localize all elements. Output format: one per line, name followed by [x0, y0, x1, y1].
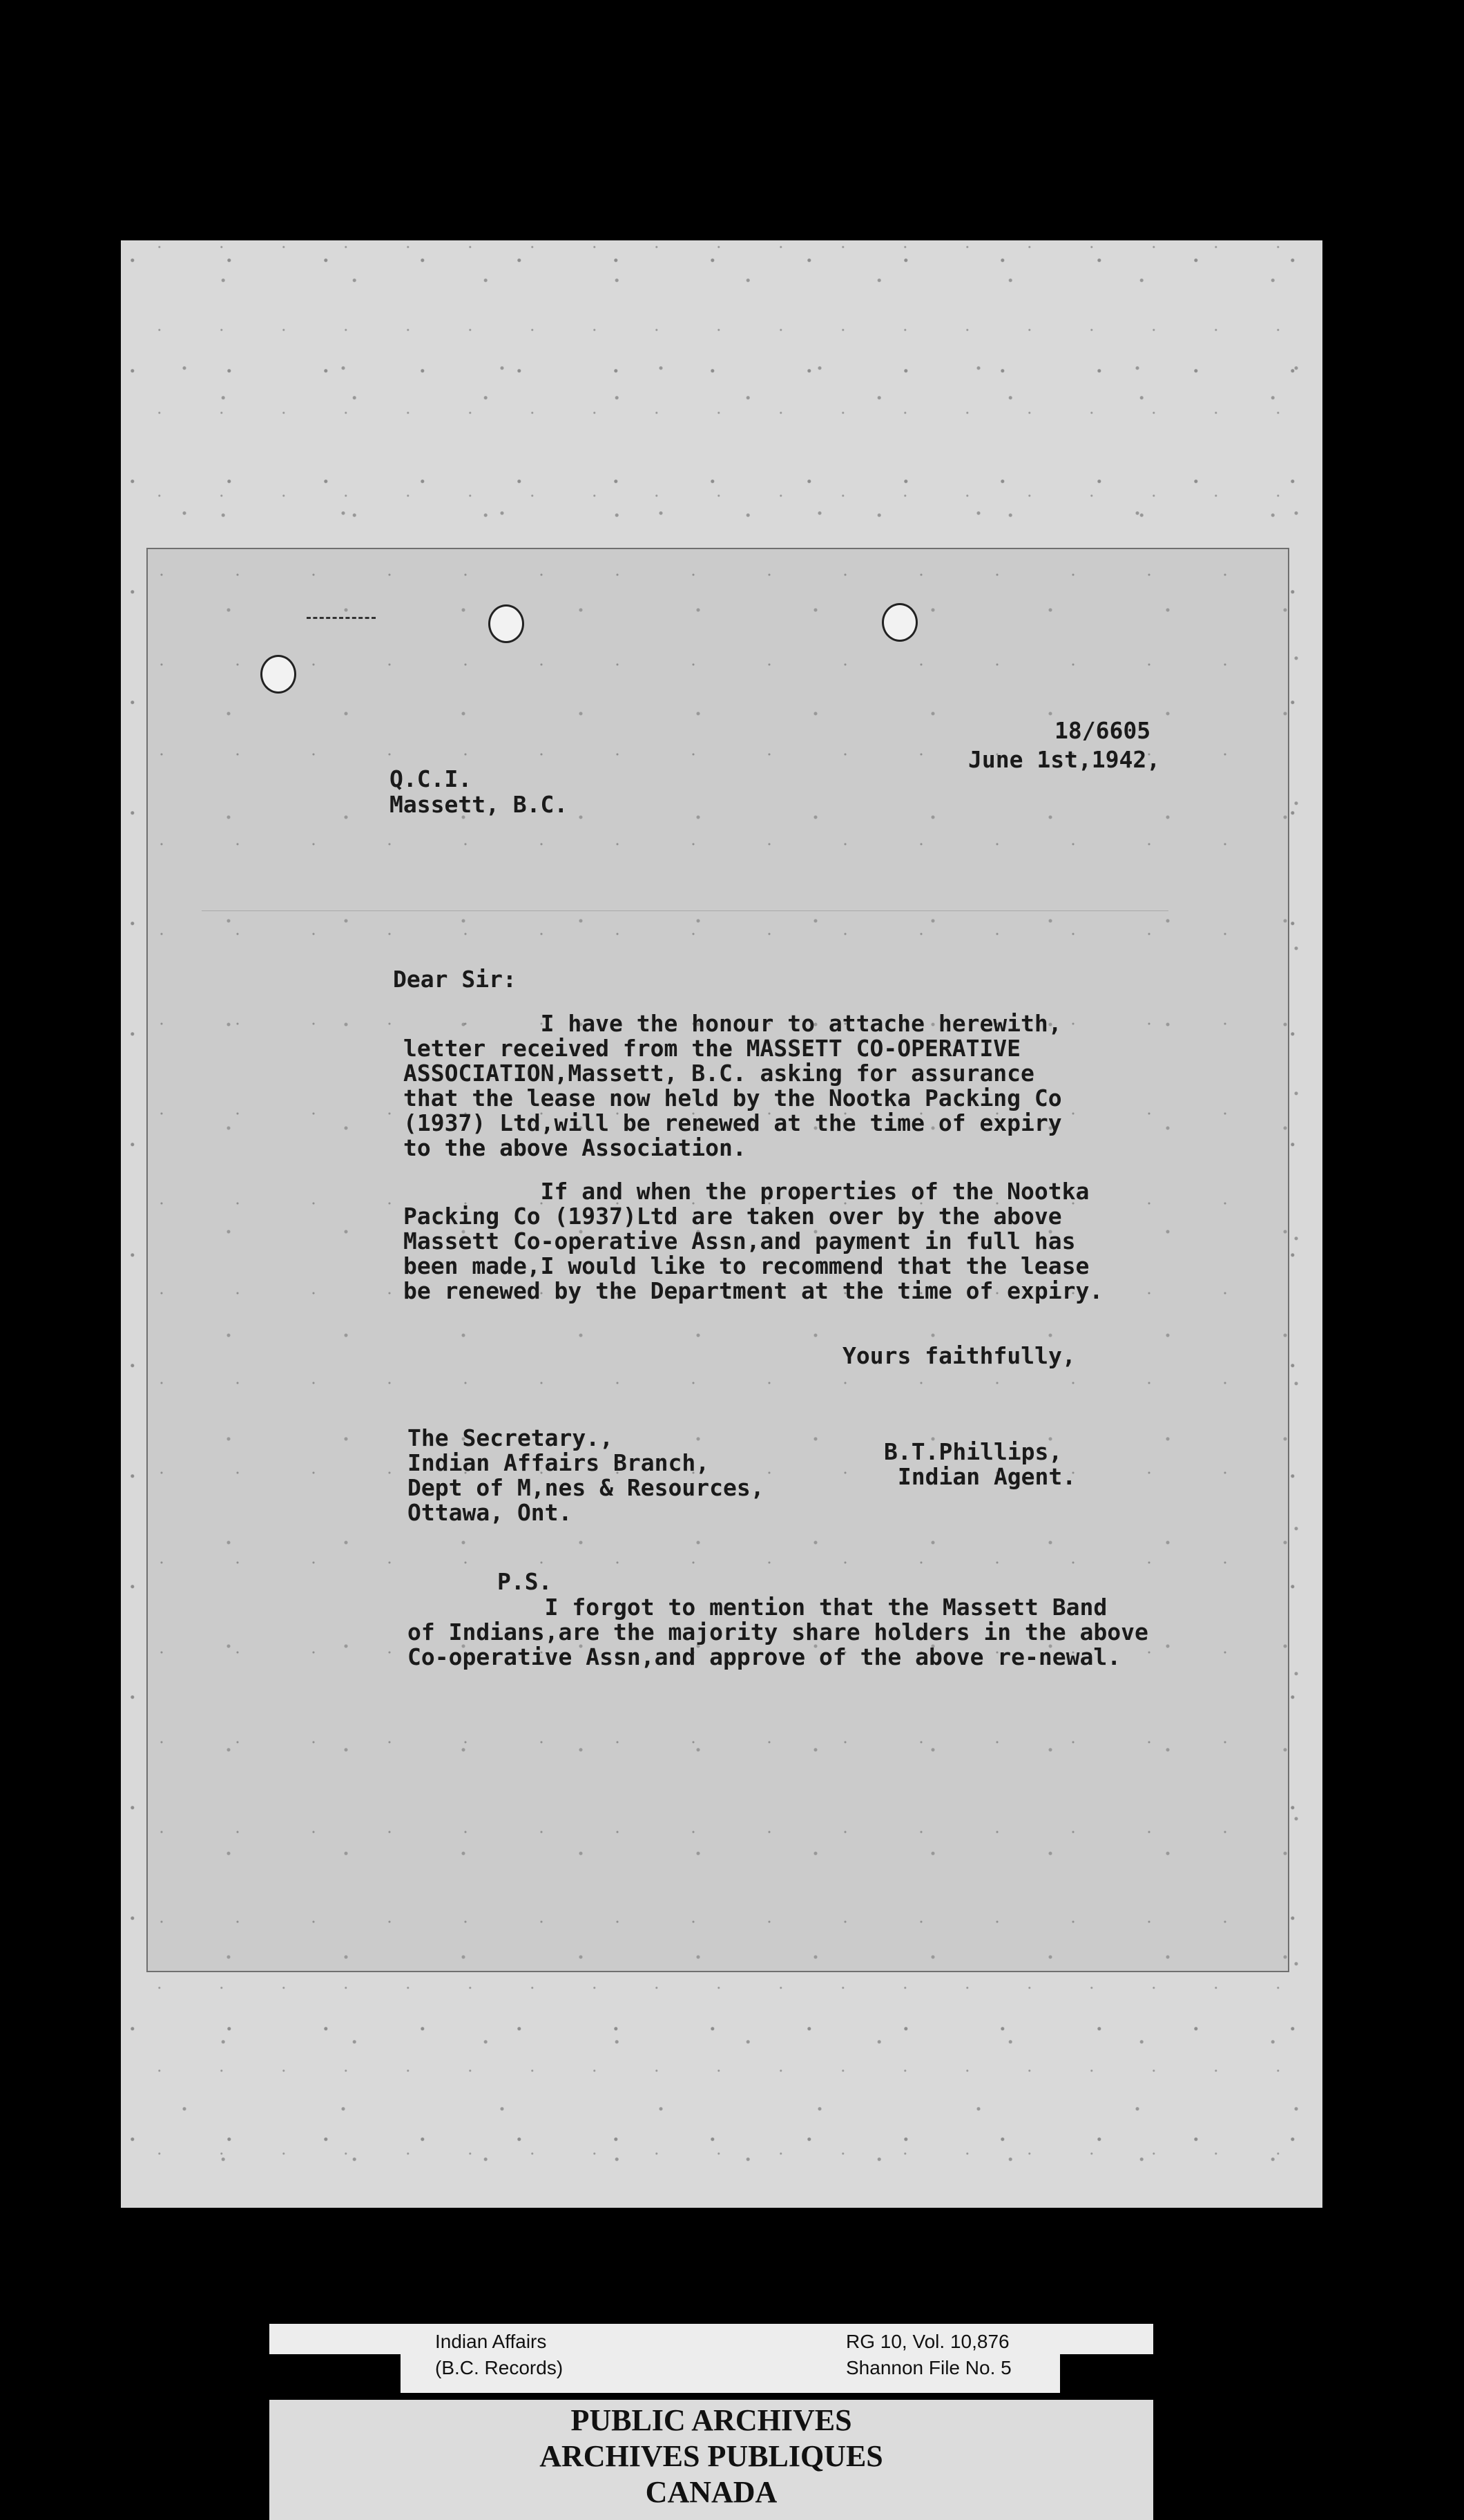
paragraph-1-line-5: (1937) Ltd,will be renewed at the time of expiry	[403, 1109, 1062, 1136]
paragraph-2-line-1: If and when the properties of the Nootka	[403, 1178, 1090, 1205]
label-notch-left	[269, 2354, 401, 2393]
ps-line-3: Co-operative Assn,and approve of the above re-newal.	[407, 1643, 1121, 1670]
punch-hole-left	[260, 655, 296, 694]
address-line-2: Massett, B.C.	[389, 791, 568, 818]
stamp-line-3: CANADA	[645, 2475, 778, 2509]
reference-card	[269, 2324, 1153, 2393]
paragraph-1-line-6: to the above Association.	[403, 1134, 747, 1161]
signature-title: Indian Agent.	[884, 1463, 1077, 1490]
signature-name: B.T.Phillips,	[884, 1438, 1063, 1465]
salutation: Dear Sir:	[393, 966, 517, 993]
record-group: RG 10, Vol. 10,876	[846, 2331, 1010, 2352]
paragraph-2-line-4: been made,I would like to recommend that the lease	[403, 1252, 1090, 1279]
paragraph-1-line-1: I have the honour to attache herewith,	[403, 1010, 1062, 1037]
paragraph-1-line-4: that the lease now held by the Nootka Packing Co	[403, 1085, 1062, 1111]
paragraph-2-line-2: Packing Co (1937)Ltd are taken over by the above	[403, 1203, 1062, 1230]
collection-name: Indian Affairs	[435, 2331, 547, 2352]
paragraph-2-line-5: be renewed by the Department at the time of expiry.	[403, 1277, 1104, 1304]
paragraph-1-line-3: ASSOCIATION,Massett, B.C. asking for assurance	[403, 1060, 1034, 1087]
collection-subtitle: (B.C. Records)	[435, 2357, 564, 2378]
recipient-line-4: Ottawa, Ont.	[407, 1499, 572, 1526]
ps-line-1: I forgot to mention that the Massett Band	[407, 1594, 1108, 1621]
recipient-line-2: Indian Affairs Branch,	[407, 1449, 710, 1476]
stamp-line-1: PUBLIC ARCHIVES	[570, 2403, 852, 2437]
pencil-mark	[307, 617, 376, 619]
archives-stamp	[269, 2400, 1153, 2520]
closing: Yours faithfully,	[842, 1342, 1076, 1369]
fold-line	[202, 910, 1168, 911]
ps-line-2: of Indians,are the majority share holders in the above	[407, 1619, 1148, 1645]
file-reference: Shannon File No. 5	[846, 2357, 1012, 2378]
address-line-1: Q.C.I.	[389, 765, 472, 792]
punch-hole-right	[882, 603, 918, 642]
recipient-line-1: The Secretary.,	[407, 1424, 614, 1451]
letter-date: June 1st,1942,	[968, 746, 1161, 773]
letter-page	[146, 548, 1289, 1972]
punch-hole-center	[488, 604, 524, 643]
recipient-line-3: Dept of M,nes & Resources,	[407, 1474, 764, 1501]
label-notch-right	[1060, 2354, 1153, 2393]
archive-label	[269, 2324, 1153, 2520]
paragraph-2-line-3: Massett Co-operative Assn,and payment in full has	[403, 1228, 1076, 1254]
paragraph-1-line-2: letter received from the MASSETT CO-OPERATIVE	[403, 1035, 1021, 1062]
stamp-line-2: ARCHIVES PUBLIQUES	[539, 2439, 883, 2473]
file-number: 18/6605	[1054, 717, 1151, 744]
ps-label: P.S.	[497, 1568, 552, 1595]
